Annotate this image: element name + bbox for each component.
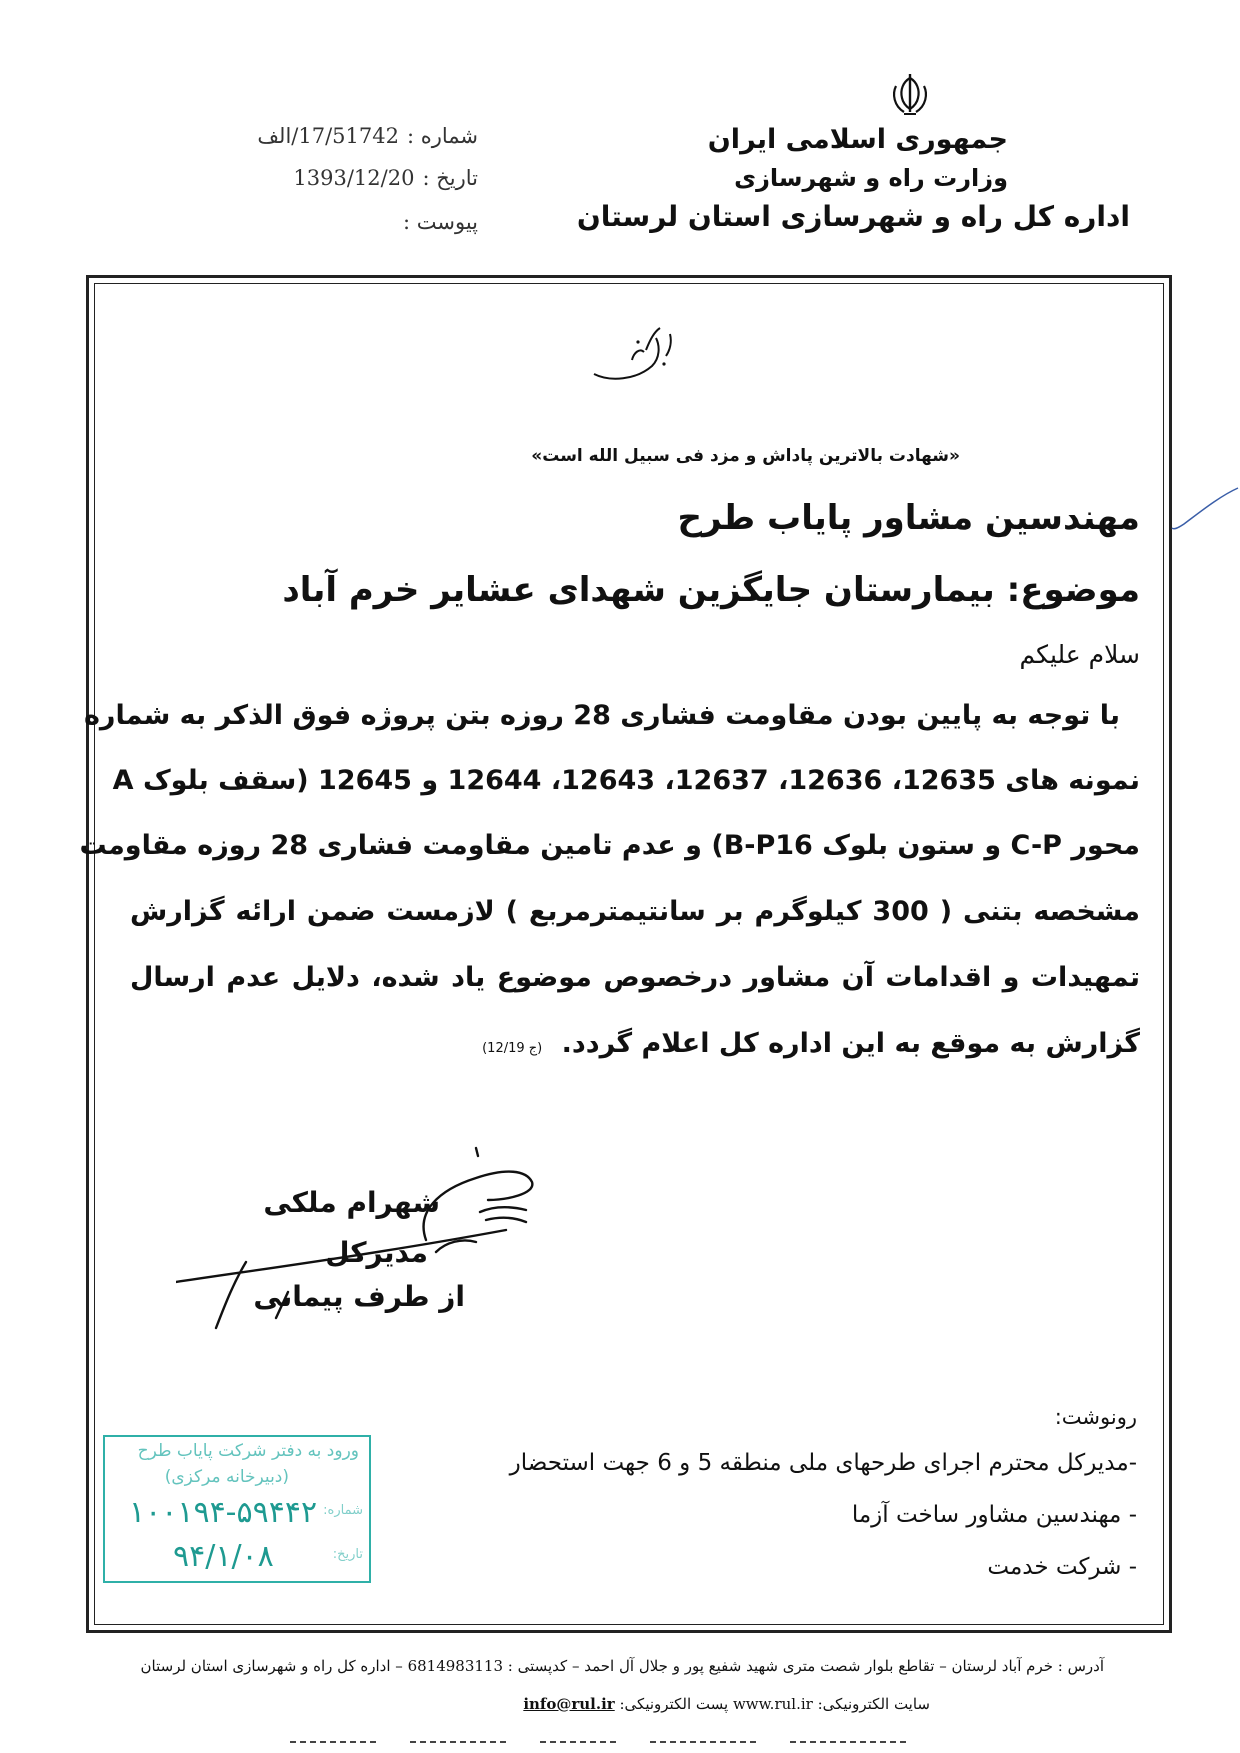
recipient: مهندسین مشاور پایاب طرح <box>677 498 1140 538</box>
stamp-line-2: (دبیرخانه مرکزی) <box>164 1467 289 1487</box>
date-value: 1393/12/20 <box>293 166 415 190</box>
margin-pen-mark <box>1160 478 1240 538</box>
body-line-3: محور C-P و ستون بلوک B-P16) و عدم تامین مقاومت فشاری 28 روزه مقاومت <box>79 830 1140 861</box>
attachment-label: پیوست : <box>403 210 478 234</box>
body-line-5: تمهیدات و اقدامات آن مشاور درخصوص موضوع یاد شده، دلایل عدم ارسال <box>130 962 1140 993</box>
letter-date <box>293 166 478 190</box>
office-title: اداره کل راه و شهرسازی استان لرستان <box>576 200 1130 233</box>
iran-emblem-icon <box>888 72 932 118</box>
letter-frame-inner <box>79 283 1164 1625</box>
letter-attachment <box>403 210 478 234</box>
body-line-6 <box>482 1028 1140 1059</box>
footer-contact <box>519 1695 930 1713</box>
subject: موضوع: بیمارستان جایگزین شهدای عشایر خرم آباد <box>282 570 1140 610</box>
motto: «شهادت بالاترین پاداش و مزد فی سبیل الله است» <box>531 446 960 466</box>
footer-address: آدرس : خرم آباد لرستان – تقاطع بلوار شصت متری شهید شفیع پور و جلال آل احمد – کدپستی : 6814983113 – اداره کل راه و شهرسازی استان لرستان <box>140 1657 1104 1675</box>
stamp-number-value: ۱۰۰۱۹۴-۵۹۴۴۲ <box>129 1495 318 1530</box>
stamp-date-value: ۹۴/۱/۰۸ <box>173 1539 274 1574</box>
stamp-number-label: شماره: <box>323 1503 363 1518</box>
body-line-6-text: گزارش به موقع به این اداره کل اعلام گردد. <box>561 1028 1140 1059</box>
salutation: سلام علیکم <box>1019 640 1140 669</box>
signatory-name: شهرام ملکی <box>263 1186 440 1219</box>
footer-cut-off-line <box>290 1736 910 1744</box>
reference-note: (ج 12/19) <box>482 1041 543 1056</box>
body-line-4: مشخصه بتنی ( 300 کیلوگرم بر سانتیمترمربع ) لازمست ضمن ارائه گزارش <box>130 896 1140 927</box>
footer-email-link[interactable]: info@rul.ir <box>523 1695 615 1713</box>
signatory-party: از طرف پیمانی <box>253 1280 465 1313</box>
cc-item: - شرکت خدمت <box>987 1554 1137 1580</box>
stamp-line-1: ورود به دفتر شرکت پایاب طرح <box>137 1441 359 1461</box>
cc-item: - مهندسین مشاور ساخت آزما <box>851 1502 1137 1528</box>
handwritten-signature <box>176 1142 566 1332</box>
republic-title: جمهوری اسلامی ایران <box>707 124 1008 155</box>
body-line-2: نمونه های 12635، 12636، 12637، 12643، 12644 و 12645 (سقف بلوک A <box>112 765 1140 796</box>
letter-number <box>257 124 478 148</box>
body-line-1: با توجه به پایین بودن مقاومت فشاری 28 روزه بتن پروژه فوق الذکر به شماره <box>83 700 1120 731</box>
calligraphy-icon <box>590 322 680 384</box>
cc-title: رونوشت: <box>1054 1405 1137 1429</box>
number-label: شماره : <box>406 124 478 148</box>
cc-item: -مدیرکل محترم اجرای طرحهای ملی منطقه 5 و 6 جهت استحضار <box>509 1450 1137 1476</box>
ministry-title: وزارت راه و شهرسازی <box>734 164 1008 192</box>
date-label: تاریخ : <box>422 166 478 190</box>
signatory-title: مدیرکل <box>325 1236 428 1269</box>
number-value: 17/51742/الف <box>257 124 399 148</box>
footer-website: سایت الکترونیکی: www.rul.ir پست الکترونیکی: <box>619 1695 930 1713</box>
receipt-stamp <box>103 1435 371 1583</box>
stamp-date-label: تاریخ: <box>332 1547 363 1562</box>
